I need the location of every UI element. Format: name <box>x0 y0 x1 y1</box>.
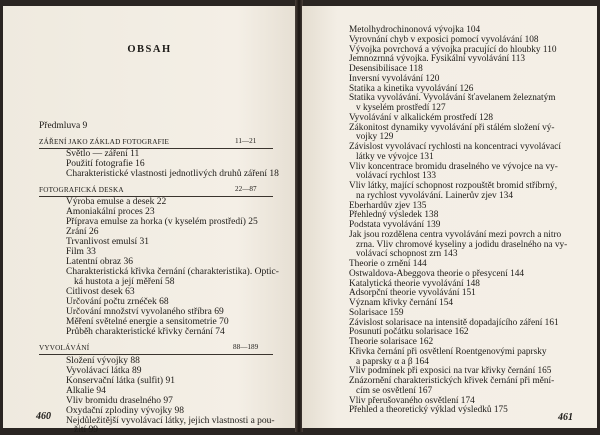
toc-entry: Závislost solarisace na intensitě dopadajícího záření 161 <box>349 317 559 328</box>
page-number: 461 <box>558 412 573 423</box>
left-page <box>3 6 296 435</box>
section-heading: FOTOGRAFICKÁ DESKA <box>39 186 124 194</box>
section-range: 11—21 <box>235 137 257 145</box>
toc-entry: Citlivost desek 63 <box>66 287 135 297</box>
toc-entry: Určování počtu zrnéček 68 <box>66 297 169 307</box>
toc-entry: Adsorpční theorie vyvolávání 151 <box>349 288 476 299</box>
toc-entry-continued: látky ve vývojce 131 <box>356 151 434 162</box>
toc-entry: Theorie solarisace 162 <box>349 337 434 347</box>
toc-entry-continued: volávací rychlost 133 <box>356 171 437 182</box>
toc-entry: Oxydační zplodiny vývojky 98 <box>66 406 184 416</box>
toc-entry: Vliv bromidu draselného 97 <box>66 396 173 406</box>
toc-entry: Použití fotografie 16 <box>66 159 145 169</box>
toc-entry: Zákonitost dynamiky vyvolávání při stálém složení vý- <box>349 122 555 133</box>
toc-entry-continued: volávací schopnost zrn 143 <box>356 249 458 260</box>
section-range: 88—189 <box>233 343 259 351</box>
toc-entry: Znázornění charakteristických křivek černání při mění- <box>349 376 555 386</box>
toc-entry: Amoniakální proces 23 <box>66 207 155 217</box>
toc-entry: Jak jsou rozdělena centra vyvolávání mezi povrch a nitro <box>349 229 562 240</box>
toc-entry: Statika a kinetika vyvolávání 126 <box>349 83 474 94</box>
toc-entry: Zrání 26 <box>66 227 99 237</box>
toc-entry-continued: a paprsky α a β 164 <box>356 356 429 367</box>
toc-entry: Charakteristická křivka černání (charakteristika). Optic- <box>66 267 279 277</box>
toc-entry: Statika vyvolávání. Vyvolávání šťavelanem železnatým <box>349 93 556 104</box>
toc-entry: Jemnozrnná vývojka. Fysikální vyvolávání 113 <box>349 54 526 65</box>
toc-entry: Vliv látky, mající schopnost rozpouštět bromid stříbrný, <box>349 181 558 191</box>
toc-entry: Vliv koncentrace bromidu draselného ve vývojce na vy- <box>349 161 558 172</box>
section-range: 22—87 <box>235 185 257 193</box>
toc-entry: Příprava emulse za horka (v kyselém prostředí) 25 <box>66 217 258 227</box>
toc-entry: Vyrovnání chyb v exposici pomocí vyvolávání 108 <box>349 34 539 45</box>
toc-entry: Eberhardův zjev 135 <box>349 200 427 211</box>
section-heading: ZÁŘENÍ JAKO ZÁKLAD FOTOGRAFIE <box>39 138 170 146</box>
toc-entry: Inversní vyvolávání 120 <box>349 73 440 84</box>
toc-entry-continued: žití 99 <box>74 425 99 435</box>
toc-entry: Katalytická theorie vyvolávání 148 <box>349 278 480 289</box>
toc-entry: Podstata vyvolávání 139 <box>349 220 441 230</box>
toc-entry: Určování množství vyvolaného stříbra 69 <box>66 307 224 317</box>
toc-entry: Výroba emulse a desek 22 <box>66 197 167 207</box>
toc-entry: Film 33 <box>66 247 96 257</box>
toc-entry: Posunutí počátku solarisace 162 <box>349 327 469 338</box>
toc-entry-continued: vojky 129 <box>356 132 394 143</box>
toc-entry: Světlo — záření 11 <box>66 149 140 159</box>
toc-entry: Konservační látka (sulfit) 91 <box>66 376 175 386</box>
toc-entry-continued: v kyselém prostředí 127 <box>356 103 446 113</box>
toc-entry: Ostwaldova-Abeggova theorie o přesycení 144 <box>349 268 525 279</box>
right-page <box>302 6 597 428</box>
page-number: 460 <box>36 411 51 422</box>
toc-entry-continued: cím se osvětlení 167 <box>356 385 433 396</box>
toc-entry: Nejdůležitější vyvolávací látky, jejich vlastnosti a pou- <box>66 416 275 426</box>
toc-entry: Vývojka povrchová a vývojka pracující do hloubky 110 <box>349 44 557 55</box>
contents-title: OBSAH <box>127 44 172 55</box>
toc-entry: Vliv přerušovaného osvětlení 174 <box>349 395 475 406</box>
toc-entry: Vliv podmínek při exposici na tvar křivky černání 165 <box>349 366 552 377</box>
toc-entry: Latentní obraz 36 <box>66 257 134 267</box>
preface-line: Předmluva 9 <box>39 121 88 131</box>
toc-entry: Metolhydrochinonová vývojka 104 <box>349 25 481 35</box>
toc-entry: Měření světelné energie a sensitometrie 70 <box>66 317 229 327</box>
section-rule <box>39 354 273 355</box>
toc-entry: Charakteristické vlastnosti jednotlivých druhů záření 18 <box>66 169 279 179</box>
toc-entry: Solarisace 159 <box>349 307 404 318</box>
section-heading: VYVOLÁVÁNÍ <box>39 344 90 352</box>
toc-entry: Význam křivky černání 154 <box>349 298 454 308</box>
toc-entry: Vyvolávání v alkalickém prostředí 128 <box>349 112 494 123</box>
toc-entry: Složení vývojky 88 <box>66 356 140 366</box>
toc-entry: Křivka černání při osvětlení Roentgenovými paprsky <box>349 346 547 357</box>
toc-entry: Přehled a theoretický výklad výsledků 175 <box>349 405 508 416</box>
toc-entry: Theorie o zrnění 144 <box>349 259 427 269</box>
toc-entry: Přehledný výsledek 138 <box>349 210 439 221</box>
toc-entry: Vyvolávací látka 89 <box>66 366 142 376</box>
toc-entry-continued: zrna. Vliv chromové kyseliny a jodidu draselného na vy- <box>356 239 568 250</box>
toc-entry-continued: ká hustota a její měření 58 <box>74 277 175 287</box>
toc-entry: Alkalie 94 <box>66 386 106 396</box>
toc-entry: Závislost vyvolávací rychlosti na koncentraci vyvolávací <box>349 142 561 152</box>
toc-entry: Trvanlivost emulsí 31 <box>66 237 150 247</box>
toc-entry: Průběh charakteristické křivky černání 74 <box>66 327 225 337</box>
toc-entry: Desensibilisace 118 <box>349 64 423 74</box>
toc-entry-continued: na rychlost vyvolávání. Lainerův zjev 134 <box>356 190 513 201</box>
